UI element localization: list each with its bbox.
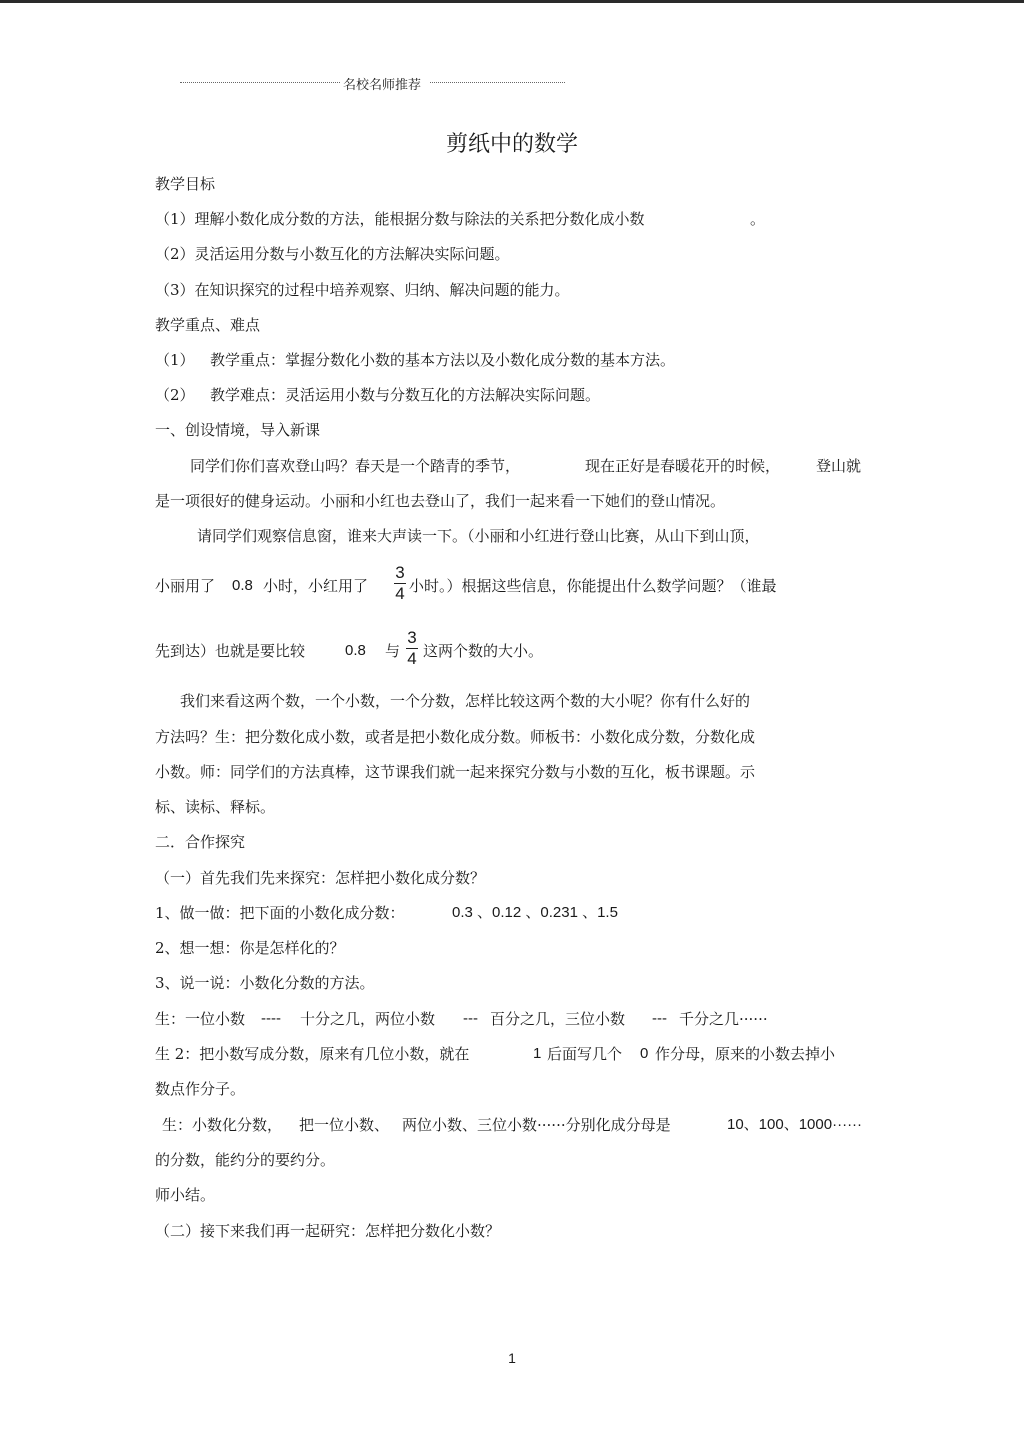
keypoints-heading: 教学重点、难点 bbox=[155, 316, 261, 334]
section1-p2-line2-b: 小时，小红用了 bbox=[263, 577, 369, 595]
keypoint-item-1-num: （1） bbox=[155, 351, 195, 369]
fraction-numerator: 3 bbox=[395, 563, 405, 582]
student-answer-3-line2: 的分数，能约分的要约分。 bbox=[155, 1151, 336, 1169]
keypoint-item-2-text: 教学难点：灵活运用小数与分数互化的方法解决实际问题。 bbox=[210, 386, 601, 404]
objective-item-1-text: （1）理解小数化成分数的方法，能根据分数与除法的关系把分数化成小数 bbox=[155, 210, 645, 228]
section1-p2-line2 bbox=[155, 575, 777, 597]
fraction-numerator: 3 bbox=[407, 628, 417, 647]
section1-p1-a: 同学们你们喜欢登山吗？春天是一个踏青的季节， bbox=[190, 457, 521, 475]
section2-sub1: （一）首先我们先来探究：怎样把小数化成分数？ bbox=[155, 869, 486, 887]
student-answer-1-c: 百分之几，三位小数 bbox=[490, 1010, 626, 1028]
section1-p2-line3-a: 先到达）也就是要比较 bbox=[155, 642, 306, 660]
section1-p2-line2-a: 小丽用了 bbox=[155, 577, 216, 595]
section1-p1-line1 bbox=[190, 455, 862, 477]
section1-p2-line2-c: 小时。）根据这些信息，你能提出什么数学问题？（谁最 bbox=[409, 577, 777, 595]
fraction-three-quarters-1 bbox=[393, 563, 407, 604]
denominators: 10、100、1000······ bbox=[727, 1116, 863, 1133]
digit-one: 1 bbox=[533, 1045, 542, 1062]
objective-item-1-end: 。 bbox=[750, 210, 766, 228]
section1-p1-line2: 是一项很好的健身运动。小丽和小红也去登山了，我们一起来看一下她们的登山情况。 bbox=[155, 492, 726, 510]
value-0-8: 0.8 bbox=[232, 577, 253, 594]
section2-step1-values: 0.3 、0.12 、0.231 、1.5 bbox=[452, 904, 618, 921]
objective-item-1 bbox=[155, 208, 766, 230]
header-text: 名校名师推荐 bbox=[343, 78, 422, 93]
fraction-denominator: 4 bbox=[407, 649, 417, 668]
objective-item-3: （3）在知识探究的过程中培养观察、归纳、解决问题的能力。 bbox=[155, 281, 570, 299]
student-answer-1-b: 十分之几，两位小数 bbox=[300, 1010, 436, 1028]
fraction-denominator: 4 bbox=[395, 584, 405, 603]
value-0-8-compare: 0.8 bbox=[345, 642, 366, 659]
student-answer-2-c: 作分母，原来的小数去掉小 bbox=[655, 1045, 836, 1063]
section1-p2-line3-b: 与 bbox=[385, 642, 401, 660]
student-answer-1-a: 生：一位小数 bbox=[155, 1010, 246, 1028]
page-header bbox=[180, 74, 565, 93]
section2-step2: 2、想一想：你是怎样化的？ bbox=[155, 939, 345, 957]
section1-p2-line3 bbox=[155, 640, 544, 662]
section1-p3-line3: 小数。师：同学们的方法真棒，这节课我们就一起来探究分数与小数的互化，板书课题。示 bbox=[155, 763, 756, 781]
student-answer-3 bbox=[162, 1114, 863, 1136]
section2-step1-text: 1、做一做：把下面的小数化成分数： bbox=[155, 904, 405, 922]
objectives-heading: 教学目标 bbox=[155, 175, 216, 193]
dash-2: --- bbox=[463, 1010, 478, 1027]
student-answer-2 bbox=[155, 1043, 836, 1065]
section1-p3-line2: 方法吗？生：把分数化成小数，或者是把小数化成分数。师板书：小数化成分数，分数化成 bbox=[155, 728, 756, 746]
dash-1: ---- bbox=[261, 1010, 281, 1027]
section1-p1-c: 登山就 bbox=[816, 457, 862, 475]
section2-sub2: （二）接下来我们再一起研究：怎样把分数化小数？ bbox=[155, 1222, 501, 1240]
student-answer-1-e: 千分之几······ bbox=[679, 1010, 768, 1028]
header-dotted-rule-right bbox=[430, 82, 565, 83]
header-dotted-rule-left bbox=[180, 82, 340, 83]
student-answer-3-a: 生：小数化分数， bbox=[162, 1116, 283, 1134]
objective-item-2: （2）灵活运用分数与小数互化的方法解决实际问题。 bbox=[155, 245, 510, 263]
section2-step3: 3、说一说：小数化分数的方法。 bbox=[155, 974, 375, 992]
digit-zero: 0 bbox=[640, 1045, 649, 1062]
section1-p2-line1: 请同学们观察信息窗，谁来大声读一下。（小丽和小红进行登山比赛，从山下到山顶， bbox=[197, 527, 760, 545]
section2-step1 bbox=[155, 902, 618, 924]
dash-3: --- bbox=[652, 1010, 667, 1027]
fraction-three-quarters-2 bbox=[405, 628, 419, 669]
section1-p2-line3-c: 这两个数的大小。 bbox=[423, 642, 544, 660]
teacher-summary: 师小结。 bbox=[155, 1186, 216, 1204]
student-answer-2-a: 生 2：把小数写成分数，原来有几位小数，就在 bbox=[155, 1045, 470, 1063]
page-number: 1 bbox=[508, 1350, 516, 1366]
section1-p3-line1: 我们来看这两个数，一个小数，一个分数，怎样比较这两个数的大小呢？你有什么好的 bbox=[180, 692, 751, 710]
top-border bbox=[0, 0, 1024, 3]
student-answer-2-b: 后面写几个 bbox=[547, 1045, 623, 1063]
student-answer-3-b: 把一位小数、 bbox=[299, 1116, 390, 1134]
section1-heading: 一、创设情境，导入新课 bbox=[155, 421, 321, 439]
student-answer-1 bbox=[155, 1008, 768, 1030]
document-title: 剪纸中的数学 bbox=[445, 132, 578, 157]
section1-p3-line4: 标、读标、释标。 bbox=[155, 798, 276, 816]
section2-heading: 二．合作探究 bbox=[155, 833, 246, 851]
section1-p1-b: 现在正好是春暖花开的时候， bbox=[585, 457, 781, 475]
keypoint-item-2-num: （2） bbox=[155, 386, 195, 404]
keypoint-item-2 bbox=[155, 384, 601, 406]
keypoint-item-1-text: 教学重点：掌握分数化小数的基本方法以及小数化成分数的基本方法。 bbox=[210, 351, 676, 369]
student-answer-3-c: 两位小数、三位小数······分别化成分母是 bbox=[402, 1116, 671, 1134]
keypoint-item-1 bbox=[155, 349, 676, 371]
student-answer-2-line2: 数点作分子。 bbox=[155, 1080, 246, 1098]
